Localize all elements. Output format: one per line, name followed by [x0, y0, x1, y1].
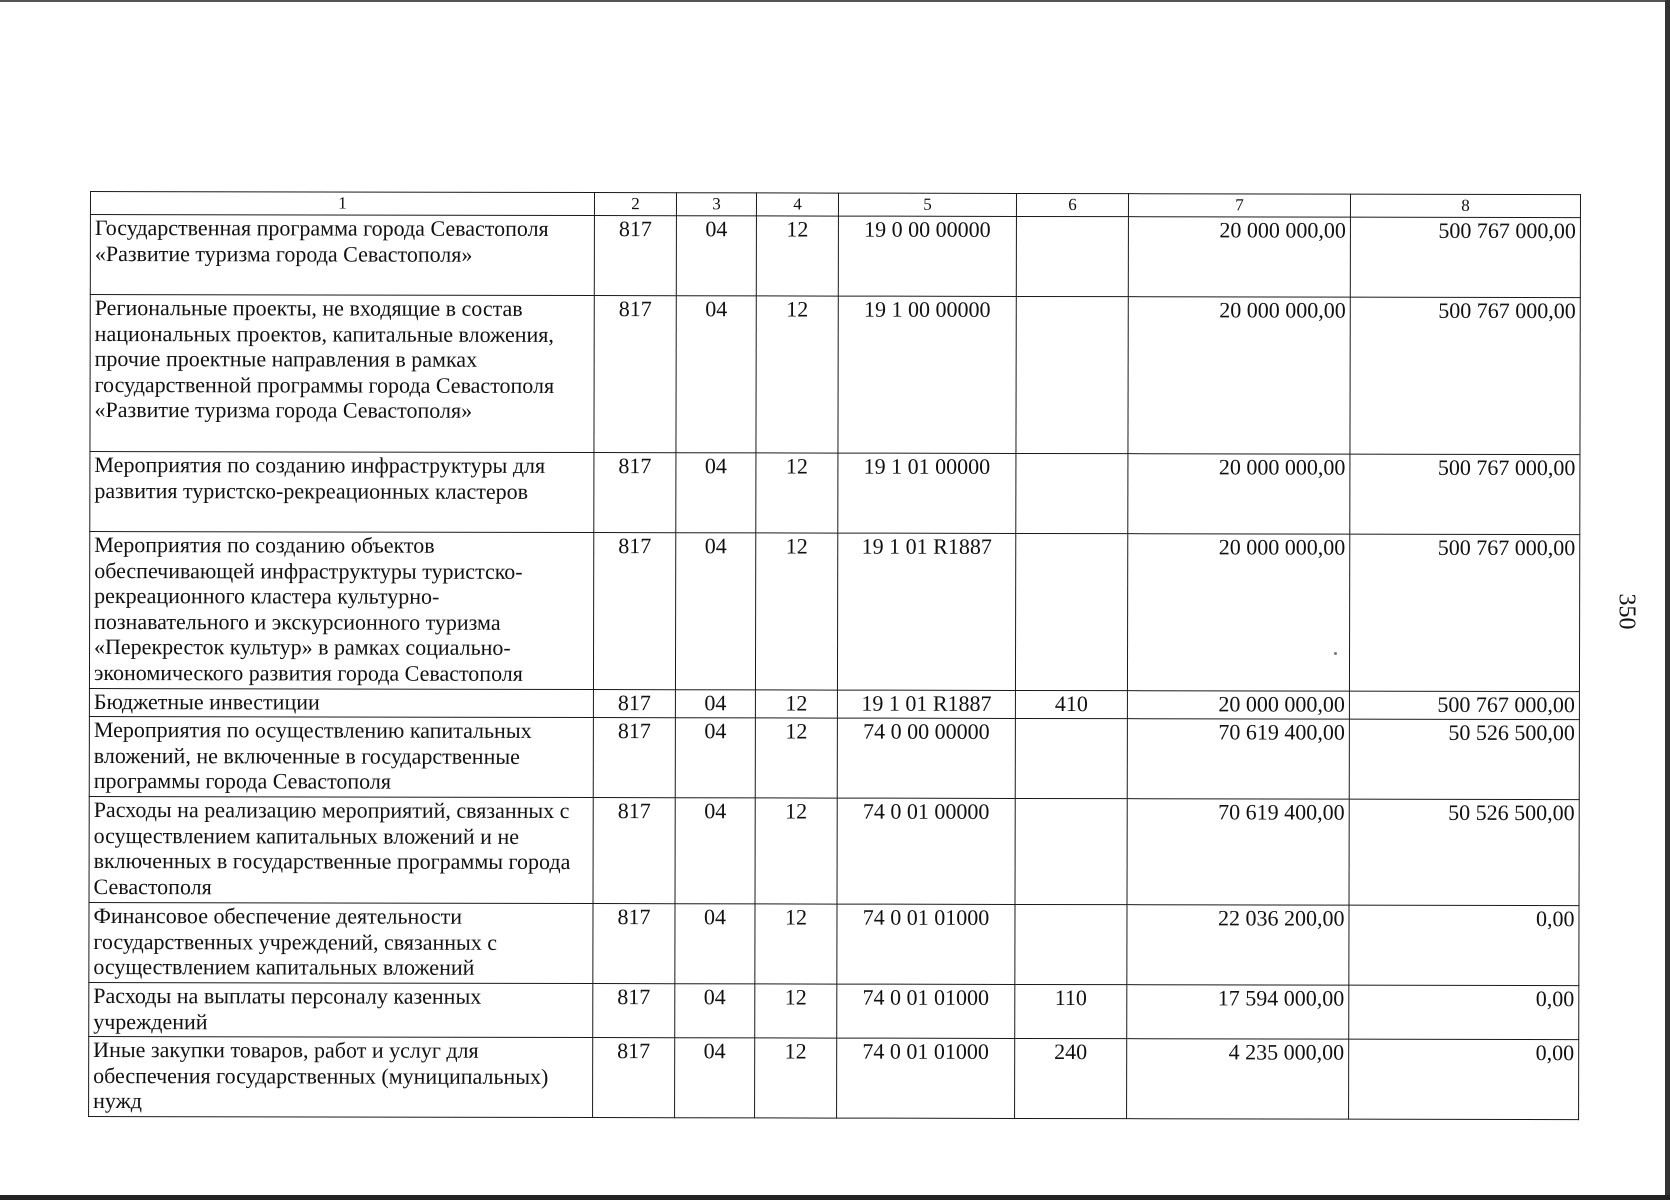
budget-table-container — [88, 191, 1580, 1120]
amount-column-8: 50 526 500,00 — [1349, 799, 1579, 905]
amount-column-8: 50 526 500,00 — [1349, 719, 1579, 799]
grbs-code: 817 — [594, 453, 676, 533]
grbs-code: 817 — [594, 216, 676, 296]
table-row — [89, 688, 1579, 719]
section-code: 04 — [675, 904, 755, 984]
section-code: 04 — [676, 296, 756, 453]
subsection-code: 12 — [756, 216, 838, 296]
column-header: 3 — [676, 193, 756, 216]
amount-column-8: 0,00 — [1349, 1039, 1579, 1119]
column-header: 4 — [756, 193, 838, 216]
subsection-code: 12 — [755, 533, 837, 690]
row-name: Государственная программа города Севастополя «Развитие туризма города Севастополя» — [90, 215, 594, 296]
section-code: 04 — [676, 453, 756, 533]
table-row — [89, 1036, 1579, 1119]
row-name: Расходы на выплаты персоналу казенных учреждений — [89, 982, 593, 1037]
subsection-code: 12 — [755, 798, 837, 904]
scan-edge-top — [0, 0, 1670, 2]
expense-type-code — [1015, 718, 1127, 798]
amount-column-7: 70 619 400,00 — [1127, 799, 1349, 905]
section-code: 04 — [675, 984, 755, 1038]
grbs-code: 817 — [593, 1038, 675, 1118]
amount-column-7: 20 000 000,00 — [1128, 217, 1350, 297]
table-row — [90, 452, 1580, 535]
column-header: 6 — [1016, 193, 1128, 216]
target-article-code: 74 0 00 00000 — [837, 718, 1015, 798]
subsection-code: 12 — [755, 1038, 837, 1118]
subsection-code: 12 — [755, 718, 837, 798]
column-header: 2 — [594, 193, 676, 216]
expense-type-code: 240 — [1015, 1038, 1127, 1118]
amount-column-7: 4 235 000,00 — [1127, 1039, 1349, 1119]
row-name: Мероприятия по осуществлению капитальных вложений, не включенные в государственные программы города Севастополя — [89, 716, 593, 797]
target-article-code: 19 1 01 R1887 — [837, 533, 1015, 690]
subsection-code: 12 — [755, 690, 837, 718]
target-article-code: 74 0 01 01000 — [837, 1038, 1015, 1118]
table-row — [89, 532, 1579, 692]
target-article-code: 74 0 01 00000 — [837, 798, 1015, 904]
expense-type-code — [1015, 533, 1127, 690]
subsection-code: 12 — [756, 453, 838, 533]
amount-column-8: 500 767 000,00 — [1349, 534, 1579, 691]
section-code: 04 — [675, 718, 755, 798]
amount-column-7: 22 036 200,00 — [1127, 905, 1349, 985]
row-name: Финансовое обеспечение деятельности государственных учреждений, связанных с осуществлением капитальных вложений — [89, 902, 593, 983]
scan-edge-bottom — [0, 1195, 1670, 1200]
grbs-code: 817 — [593, 798, 675, 904]
scan-edge-right — [1665, 0, 1670, 1200]
grbs-code: 817 — [593, 718, 675, 798]
expense-type-code — [1015, 798, 1127, 904]
amount-column-8: 500 767 000,00 — [1350, 454, 1580, 534]
amount-column-8: 0,00 — [1349, 905, 1579, 985]
target-article-code: 19 1 00 00000 — [838, 296, 1016, 453]
subsection-code: 12 — [756, 296, 838, 453]
section-code: 04 — [675, 533, 755, 690]
expense-type-code: 110 — [1015, 984, 1127, 1038]
section-code: 04 — [675, 1038, 755, 1118]
section-code: 04 — [675, 798, 755, 904]
expense-type-code — [1016, 453, 1128, 533]
row-name: Бюджетные инвестиции — [89, 688, 593, 717]
amount-column-7: 20 000 000,00 — [1127, 691, 1349, 719]
amount-column-7: 70 619 400,00 — [1127, 719, 1349, 799]
amount-column-7: 20 000 000,00 — [1128, 454, 1350, 534]
column-header: 8 — [1350, 194, 1580, 217]
table-row — [89, 716, 1579, 799]
column-header: 1 — [90, 192, 594, 216]
grbs-code: 817 — [593, 533, 675, 690]
subsection-code: 12 — [755, 984, 837, 1038]
target-article-code: 74 0 01 01000 — [837, 984, 1015, 1038]
amount-column-8: 500 767 000,00 — [1350, 297, 1580, 454]
grbs-code: 817 — [594, 296, 676, 453]
section-code: 04 — [675, 690, 755, 718]
table-row — [90, 215, 1580, 298]
row-name: Региональные проекты, не входящие в состав национальных проектов, капитальные вложения, прочие проектные направления в рамках государственной программы города Севастополя «Развитие туризма города Севастополя» — [90, 295, 594, 453]
scan-speck — [1334, 652, 1337, 655]
amount-column-8: 500 767 000,00 — [1350, 217, 1580, 297]
row-name: Мероприятия по созданию объектов обеспечивающей инфраструктуры туристско-рекреационного кластера культурно-познавательного и экскурсионного туризма «Перекресток культур» в рамках социально-экономического развития города Севастополя — [89, 532, 593, 690]
expense-type-code — [1016, 296, 1128, 453]
column-number-row — [90, 192, 1580, 218]
amount-column-7: 17 594 000,00 — [1127, 985, 1349, 1039]
amount-column-7: 20 000 000,00 — [1127, 534, 1349, 691]
column-header: 7 — [1128, 194, 1350, 217]
section-code: 04 — [676, 216, 756, 296]
subsection-code: 12 — [755, 904, 837, 984]
grbs-code: 817 — [593, 984, 675, 1038]
expense-type-code: 410 — [1015, 690, 1127, 718]
target-article-code: 19 1 01 00000 — [838, 453, 1016, 533]
grbs-code: 817 — [593, 904, 675, 984]
row-name: Расходы на реализацию мероприятий, связанных с осуществлением капитальных вложений и не включенных в государственные программы города Севастополя — [89, 796, 593, 903]
amount-column-8: 500 767 000,00 — [1349, 691, 1579, 719]
budget-table — [88, 191, 1581, 1120]
row-name: Мероприятия по созданию инфраструктуры для развития туристско-рекреационных кластеров — [90, 452, 594, 533]
page-number: 350 — [1613, 593, 1640, 630]
expense-type-code — [1016, 216, 1128, 296]
expense-type-code — [1015, 904, 1127, 984]
row-name: Иные закупки товаров, работ и услуг для обеспечения государственных (муниципальных) нужд — [89, 1036, 593, 1117]
table-row — [89, 982, 1579, 1039]
table-row — [90, 295, 1580, 455]
target-article-code: 19 1 01 R1887 — [837, 690, 1015, 718]
table-row — [89, 796, 1579, 905]
amount-column-7: 20 000 000,00 — [1128, 297, 1350, 454]
target-article-code: 74 0 01 01000 — [837, 904, 1015, 984]
table-row — [89, 902, 1579, 985]
target-article-code: 19 0 00 00000 — [838, 216, 1016, 296]
column-header: 5 — [838, 193, 1016, 216]
amount-column-8: 0,00 — [1349, 985, 1579, 1039]
grbs-code: 817 — [593, 690, 675, 718]
